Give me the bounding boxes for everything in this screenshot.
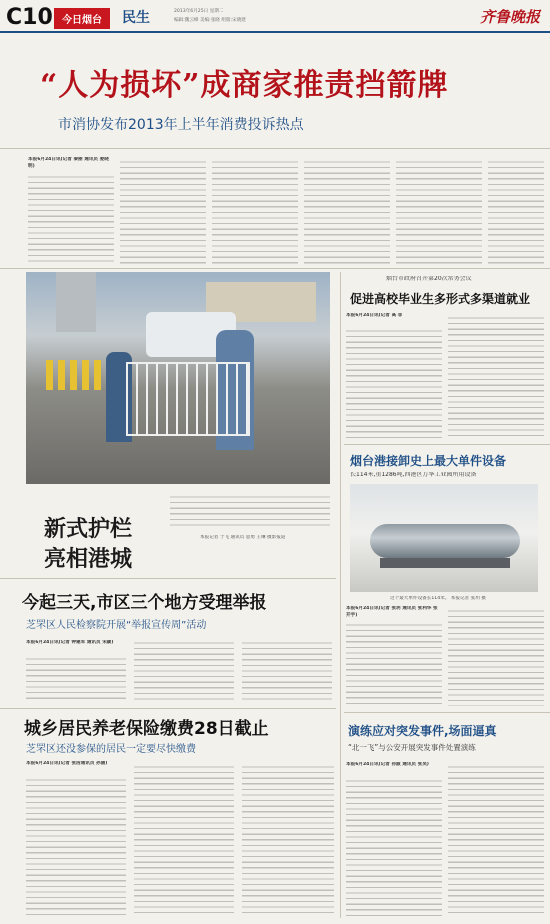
kicker: 烟台市政府召开第20次常务会议 — [386, 276, 472, 282]
story3-byline: 本报6月24日讯(记者 孙淑 通讯员 张吴) — [346, 762, 429, 767]
mid-headline: 今起三天,市区三个地方受理举报 — [22, 593, 267, 613]
column-divider — [340, 272, 341, 918]
photo-headline-1: 新式护栏 — [44, 517, 133, 542]
story3-col-2 — [448, 762, 544, 916]
story2-col-2 — [448, 606, 544, 706]
cylinder — [370, 524, 520, 558]
mid-col-2 — [134, 638, 234, 702]
bottom-col-3 — [242, 762, 334, 915]
news-photo-guardrail — [26, 272, 330, 484]
lead-byline: 本报6月24日讯(记者 秦丽 通讯员 姜晓明) — [28, 157, 109, 169]
story3-col-1 — [346, 776, 442, 916]
rule — [0, 268, 550, 269]
photo-headline-2: 亮相港城 — [44, 547, 133, 572]
story2-caption: 这个最大单件设备长114米。 本报记者 张玥 摄 — [390, 596, 486, 601]
story1-col-2 — [448, 313, 544, 438]
news-photo-equipment — [350, 484, 538, 592]
story3-subtitle: “北一飞”与公安开展突发事件处置演练 — [348, 743, 476, 752]
lead-col-3 — [212, 157, 298, 264]
lead-col-5 — [396, 157, 482, 264]
rule — [0, 148, 550, 149]
section-title: 民生 — [122, 10, 150, 26]
bottom-col-2 — [134, 762, 234, 915]
editor-line: 编辑:魏云峰 美编:张晓 组版:宋晓建 — [174, 18, 246, 23]
bottom-subtitle: 芝罘区还没参保的居民一定要尽快缴费 — [26, 744, 196, 755]
lead-headline: “人为损坏”成商家推责挡箭牌 — [40, 68, 449, 103]
mid-byline: 本报6月24日讯(记者 钟建军 通讯员 宋颖) — [26, 640, 114, 645]
story1-col-1 — [346, 326, 442, 438]
photo-caption-body — [170, 492, 330, 526]
rule — [0, 578, 336, 579]
section-badge: 今日烟台 — [54, 8, 110, 29]
mid-col-3 — [242, 638, 332, 702]
story2-byline: 本报6月24日讯(记者 张玥 通讯员 张利华 张开宇) — [346, 606, 438, 618]
story3-headline: 演练应对突发事件,场面逼真 — [348, 724, 497, 738]
building — [56, 272, 96, 332]
story2-subtitle: 长114米,重1286吨,西港区万华工业园所用设备 — [350, 472, 477, 478]
rule — [344, 712, 550, 713]
newspaper-logo: 齐鲁晚报 — [480, 8, 541, 26]
mid-subtitle: 芝罘区人民检察院开展“举报宣传周”活动 — [26, 620, 207, 631]
story1-headline: 促进高校毕业生多形式多渠道就业 — [350, 292, 531, 306]
story1-byline: 本报6月24日讯(记者 高 菲 — [346, 313, 403, 318]
lead-col-2 — [120, 157, 206, 264]
story2-col-1 — [346, 620, 442, 706]
bottom-col-1 — [26, 775, 126, 915]
page-header — [0, 0, 550, 34]
date-line: 2013年6月25日 星期二 — [174, 9, 224, 14]
lead-subtitle: 市消协发布2013年上半年消费投诉热点 — [58, 117, 304, 133]
lead-col-4 — [304, 157, 390, 264]
rule — [344, 444, 550, 445]
bottom-headline: 城乡居民养老保险缴费28日截止 — [24, 719, 269, 739]
rule — [0, 708, 336, 709]
lead-col-1 — [28, 172, 114, 264]
story2-headline: 烟台港接卸史上最大单件设备 — [350, 454, 507, 468]
page-number: C10 — [6, 5, 53, 30]
bottom-byline: 本报6月24日讯(记者 张洁通讯员 孙涵) — [26, 761, 108, 766]
guardrail — [126, 362, 250, 436]
lead-col-6 — [488, 157, 544, 264]
header-rule — [0, 31, 550, 33]
yellow-barriers — [46, 360, 106, 390]
mid-col-1 — [26, 654, 126, 702]
truck — [380, 558, 510, 568]
photo-credit: 本报记者 于飞 通讯员 思勇 王琳 摄影报道 — [200, 535, 286, 540]
